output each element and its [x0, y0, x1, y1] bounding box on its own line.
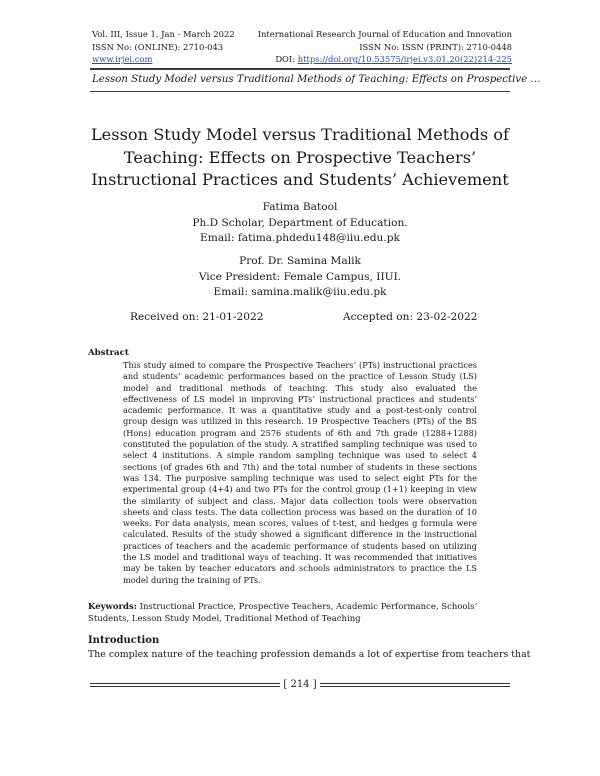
keywords: [88, 601, 512, 625]
footer-rule-right: [320, 683, 510, 684]
accepted-date: Accepted on: 23-02-2022: [343, 311, 478, 323]
abstract-heading: Abstract: [88, 348, 129, 358]
author-email: Email: samina.malik@iiu.edu.pk: [213, 286, 387, 298]
page-number: [ 214 ]: [283, 679, 317, 690]
received-date: Received on: 21-01-2022: [130, 311, 264, 323]
keywords-text: Instructional Practice, Prospective Teachers, Academic Performance, Schools’ Students, Lesson Study Model, Traditional Method of Teaching: [88, 602, 478, 624]
issn-online: ISSN No: (ONLINE): 2710-043: [92, 42, 224, 52]
author-affiliation: Vice President: Female Campus, IIUI.: [198, 270, 402, 283]
paper-title: Lesson Study Model versus Traditional Methods of Teaching: Effects on Prospective Teachers’ Instructional Practices and Students’ Achievement: [90, 125, 510, 189]
keywords-label: Keywords:: [88, 602, 137, 612]
doi-label: DOI:: [275, 54, 298, 64]
doi-line: [275, 53, 512, 65]
author-affiliation: Ph.D Scholar, Department of Education.: [192, 216, 408, 229]
author-block-2: [100, 254, 500, 301]
footer-rule-left: [90, 683, 280, 684]
introduction-heading: Introduction: [88, 635, 160, 646]
volume-info: Vol. III, Issue 1, Jan - March 2022: [92, 29, 235, 39]
issn-print: ISSN No: ISSN (PRINT): 2710-0448: [359, 42, 512, 52]
website-link[interactable]: www.irjei.com: [92, 54, 153, 64]
running-title: Lesson Study Model versus Traditional Methods of Teaching: Effects on Prospective …: [92, 74, 541, 85]
abstract-text: This study aimed to compare the Prospective Teachers’ (PTs) instructional practices and students’ academic performances based on the practice of Lesson Study (LS) model and traditional methods of teaching. This study also evaluated the effectiveness of LS model in improving PTs’ instructional practices and students’ academic performance. It was a quantitative study and a post-test-only control group design was utilized in this research. 19 Prospective Teachers (PTs) of the BS (Hons) education program and 2576 students of 6th and 7th grade (1288+1288) constituted the population of the study. A stratified sampling technique was used to select 4 institutions. A simple random sampling technique was used to select 4 sections (of grades 6th and 7th) and the total number of students in these sections was 134. The purposive sampling technique was used to select eight PTs for the experimental group (4+4) and two PTs for the control group (1+1) keeping in view the similarity of subject and class. Major data collection tools were observation sheets and class tests. The data collection process was based on the duration of 10 weeks. For data analysis, mean scores, values of t-test, and hedges g formula were calculated. Results of the study showed a significant difference in the instructional practices of teachers and the academic performance of students based on utilizing the LS model and traditional ways of teaching. It was recommended that initiatives may be taken by teacher educators and schools administrators to practice the LS model during the training of PTs.: [123, 360, 477, 585]
author-name: Prof. Dr. Samina Malik: [239, 255, 361, 267]
author-block-1: [100, 200, 500, 247]
author-email: Email: fatima.phdedu148@iiu.edu.pk: [200, 232, 400, 244]
footer-rule-left-2: [90, 686, 280, 687]
author-name: Fatima Batool: [262, 201, 338, 213]
introduction-text: The complex nature of the teaching profession demands a lot of expertise from teachers that: [88, 649, 531, 660]
header-rule: [90, 68, 510, 70]
footer-rule-right-2: [320, 686, 510, 687]
journal-name: International Research Journal of Education and Innovation: [257, 29, 512, 39]
doi-link[interactable]: https://doi.org/10.53575/irjei.v3.01.20(22)214-225: [297, 54, 512, 64]
runhead-rule: [90, 91, 510, 92]
